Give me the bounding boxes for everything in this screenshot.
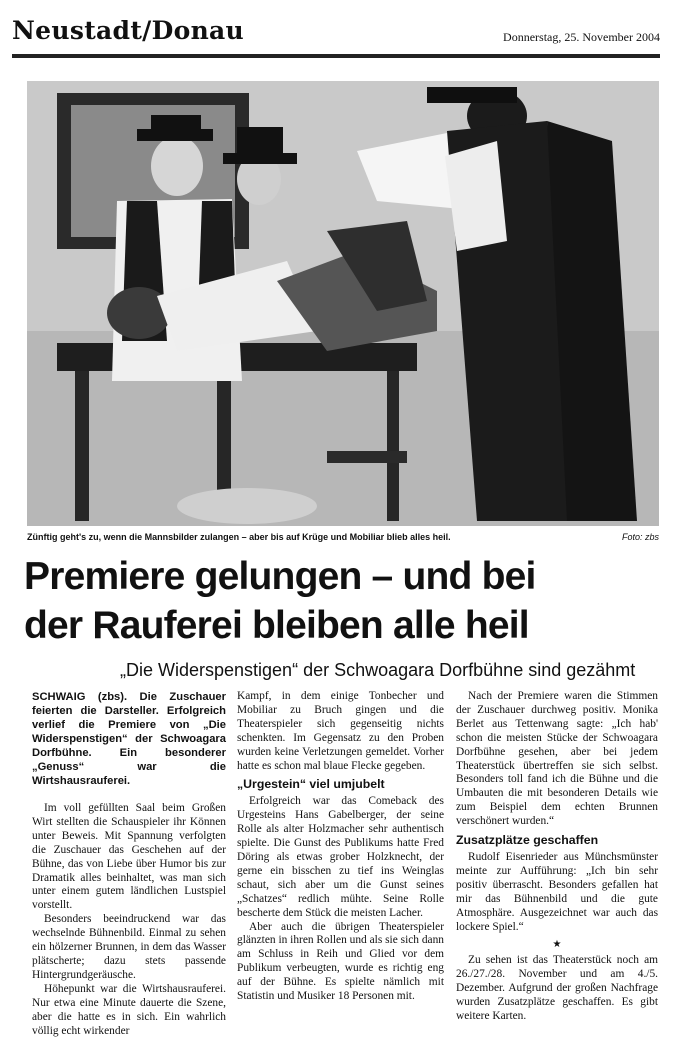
headline-line-1: Premiere gelungen – und bei <box>24 555 536 598</box>
article-paragraph: Im voll gefüllten Saal beim Großen Wirt stellten die Schauspieler ihr Können unter Beweis. Mit Spannung verfolgten die Zuschauer das Geschehen auf der Bühne, das von Liebe über Humor bis zur Dramatik alles beinhaltet, was man sich unter einem gutem ländlichen Lustspiel vorstellt. <box>32 802 226 912</box>
article-column-3 <box>456 690 658 1024</box>
headline <box>24 552 664 650</box>
article-photo <box>27 81 659 526</box>
photo-credit: Foto: zbs <box>621 532 659 542</box>
article-column-2 <box>237 690 444 1004</box>
article-paragraph: Höhepunkt war die Wirtshausrauferei. Nur etwa eine Minute dauerte die Szene, aber die hatte es in sich. Ein wahrlich völlig echt wirkender <box>32 982 226 1037</box>
section-heading: „Urgestein“ viel umjubelt <box>237 777 385 792</box>
headline-line-2: der Rauferei bleiben alle heil <box>24 604 529 647</box>
masthead-date: Donnerstag, 25. November 2004 <box>503 30 660 44</box>
article-paragraph: Erfolgreich war das Comeback des Urgesteins Hans Gabelberger, der seine Rolle als alter Holzmacher sehr authentisch spielte. Die Gunst des Publikums hatte Fred Döring als etwas grober Holzknecht, der gerne ein bisschen zu tief ins Weinglas schaut, sich aber um die Gunst seines „Schatzes“ redlich mühte. Seine Rolle bescherte dem Stück die meisten Lacher. <box>237 795 444 919</box>
masthead <box>12 12 660 58</box>
article-column-1 <box>32 690 226 1038</box>
photo-caption <box>27 532 659 546</box>
masthead-place: Neustadt/Donau <box>12 16 245 45</box>
article-paragraph: Kampf, in dem einige Tonbecher und Mobiliar zu Bruch gingen und die Theaterspieler sich gegenseitig nichts schenkten. Im Gegensatz zu den Proben wurden keine Verletzungen gemeldet. Vorher hatte es schon mal blaue Flecke gegeben. <box>237 690 444 772</box>
article-lead: SCHWAIG (zbs). Die Zuschauer feierten die Darsteller. Erfolgreich verlief die Premiere von „Die Widerspenstigen“ der Schwoagara Dorfbühne. Ein besonderer „Genuss“ war die Wirtshausrauferei. <box>32 691 226 787</box>
caption-text: Zünftig geht's zu, wenn die Mannsbilder zulangen – aber bis auf Krüge und Mobiliar blieb alles heil. <box>27 532 451 542</box>
article-paragraph: Aber auch die übrigen Theaterspieler glänzten in ihren Rollen und als sie sich dann am Schluss in Reih und Glied vor dem Publikum verbeugten, wurde es richtig eng auf der Bühne. Es spielte nämlich mit Statistin und Musiker 18 Personen mit. <box>237 920 444 1003</box>
article-paragraph: Rudolf Eisenrieder aus Münchsmünster meinte zur Aufführung: „Ich bin sehr positiv überrascht. Besonders gefallen hat mir das Bühnenbild und die gute Atmosphäre. Ausgezeichnet war auch das lockere Spiel.“ <box>456 850 658 933</box>
photo-illustration <box>27 81 659 526</box>
star-divider-icon: ★ <box>552 939 562 951</box>
subheadline: „Die Widerspenstigen“ der Schwoagara Dorfbühne sind gezähmt <box>120 660 636 680</box>
article-paragraph: Nach der Premiere waren die Stimmen der Zuschauer durchweg positiv. Monika Berlet aus Tettenwang sagte: „Ich hab' schon die meisten Stücke der Schwoagara Dorfbühne gesehen, aber bei jedem Theaterstück übertreffen sie sich selbst. Besonders toll fand ich die Bühne und die Umbauten die mit besonderen Details wie zum Beispiel dem echten Brunnen verschönert wurden.“ <box>456 690 658 828</box>
article-paragraph: Zu sehen ist das Theaterstück noch am 26./27./28. November und am 4./5. Dezember. Aufgrund der großen Nachfrage wurden Zusatzplätze geschaffen. Es gibt weitere Karten. <box>456 954 658 1022</box>
section-heading: Zusatzplätze geschaffen <box>456 833 599 848</box>
article-paragraph: Besonders beeindruckend war das wechselnde Bühnenbild. Einmal zu sehen ein hölzerner Brunnen, in dem das Wasser plätscherte; dazu stets passende Hintergrundgeräusche. <box>32 913 226 981</box>
